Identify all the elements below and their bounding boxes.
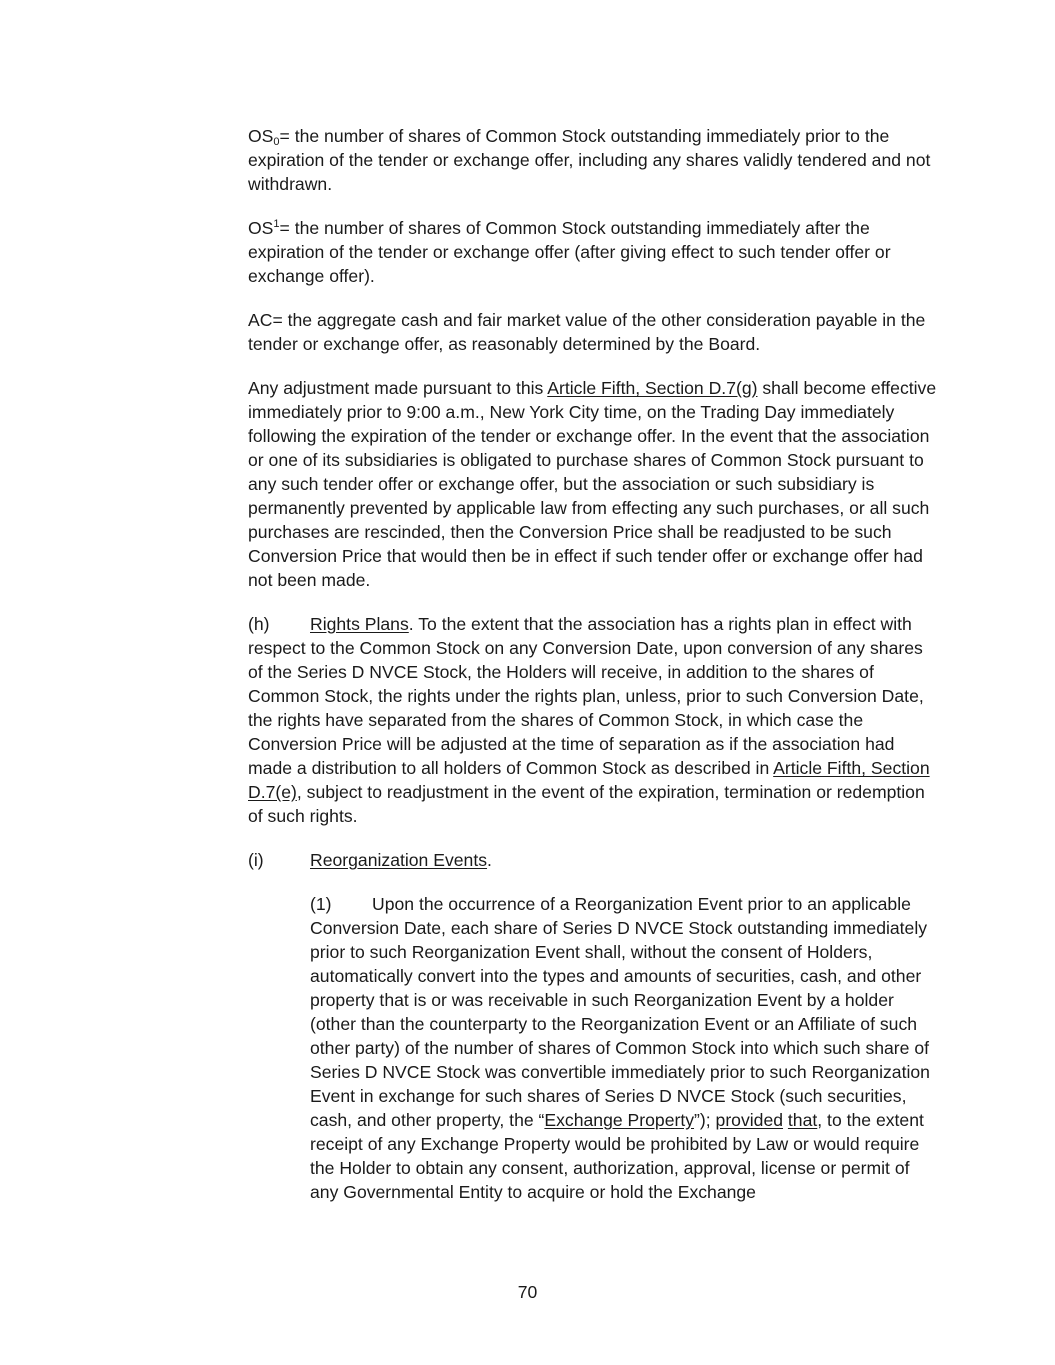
os0-text: = the number of shares of Common Stock outstanding immediately prior to the expiration of the tender or exchange offer, including any shares validly tendered and not withdrawn. (248, 126, 931, 194)
section-h-text-2: , subject to readjustment in the event of the expiration, termination or redemption of such rights. (248, 782, 925, 826)
section-i-label: (i) (248, 850, 264, 870)
adjustment-paragraph (248, 376, 938, 592)
os0-subscript: 0 (273, 136, 280, 148)
section-i-heading-period: . (487, 850, 492, 870)
section-i-reorganization-events (248, 848, 938, 872)
subsection-1-label: (1) (310, 894, 332, 914)
document-page (248, 124, 938, 1224)
definition-os1 (248, 216, 938, 288)
page-number: 70 (517, 1282, 538, 1302)
adjustment-text-after: shall become effective immediately prior to 9:00 a.m., New York City time, on the Trading Day immediately following the expiration of the tender or exchange offer. In the event that the association or one of its subsidiaries is obligated to purchase shares of Common Stock pursuant to any such tender offer or exchange offer, but the association or such subsidiary is permanently prevented by applicable law from effecting any such purchases, or all such purchases are rescinded, then the Conversion Price shall be readjusted to be such Conversion Price that would then be in effect if such tender offer or exchange offer had not been made. (248, 378, 937, 590)
os0-symbol: OS (248, 126, 274, 146)
definition-ac (248, 308, 938, 356)
subsection-1-text-1: Upon the occurrence of a Reorganization Event prior to an applicable Conversion Date, each share of Series D NVCE Stock outstanding immediately prior to such Reorganization Event shall, without the consent of Holders, automatically convert into the types and amounts of securities, cash, and other property that is or was receivable in such Reorganization Event by a holder (other than the counterparty to the Reorganization Event or an Affiliate of such other party) of the number of shares of Common Stock into which such share of Series D NVCE Stock was convertible immediately prior to such Reorganization Event in exchange for such shares of Series D NVCE Stock (such securities, cash, and other property, the “ (310, 894, 930, 1130)
subsection-1-text-3: , to the extent receipt of any Exchange Property would be prohibited by Law or would require the Holder to obtain any consent, authorization, approval, license or permit of any Governmental Entity to acquire or hold the Exchange (310, 1110, 924, 1202)
section-i-heading: Reorganization Events (310, 850, 488, 870)
section-h-heading: Rights Plans (310, 614, 409, 634)
exchange-property-term: Exchange Property (544, 1110, 695, 1130)
os1-superscript: 1 (273, 218, 280, 230)
article-reference-e: Article Fifth, Section D.7(e) (248, 758, 930, 802)
subsection-1 (310, 892, 938, 1204)
subsection-1-text-2: ”); (694, 1110, 716, 1130)
section-h-label: (h) (248, 614, 270, 634)
article-reference-g: Article Fifth, Section D.7(g) (547, 378, 758, 398)
provided-term: provided (715, 1110, 784, 1130)
section-h-rights-plans (248, 612, 938, 828)
definition-os0 (248, 124, 938, 196)
that-term: that (787, 1110, 818, 1130)
ac-text: AC= the aggregate cash and fair market value of the other consideration payable in the tender or exchange offer, as reasonably determined by the Board. (248, 310, 926, 354)
section-h-text-1: . To the extent that the association has a rights plan in effect with respect to the Common Stock on any Conversion Date, upon conversion of any shares of the Series D NVCE Stock, the Holders will receive, in addition to the shares of Common Stock, the rights under the rights plan, unless, prior to such Conversion Date, the rights have separated from the shares of Common Stock, in which case the Conversion Price will be adjusted at the time of separation as if the association had made a distribution to all holders of Common Stock as described in (248, 614, 924, 778)
os1-text: = the number of shares of Common Stock outstanding immediately after the expiration of the tender or exchange offer (after giving effect to such tender offer or exchange offer). (248, 218, 891, 286)
adjustment-text-before: Any adjustment made pursuant to this (248, 378, 548, 398)
os1-symbol: OS (248, 218, 274, 238)
